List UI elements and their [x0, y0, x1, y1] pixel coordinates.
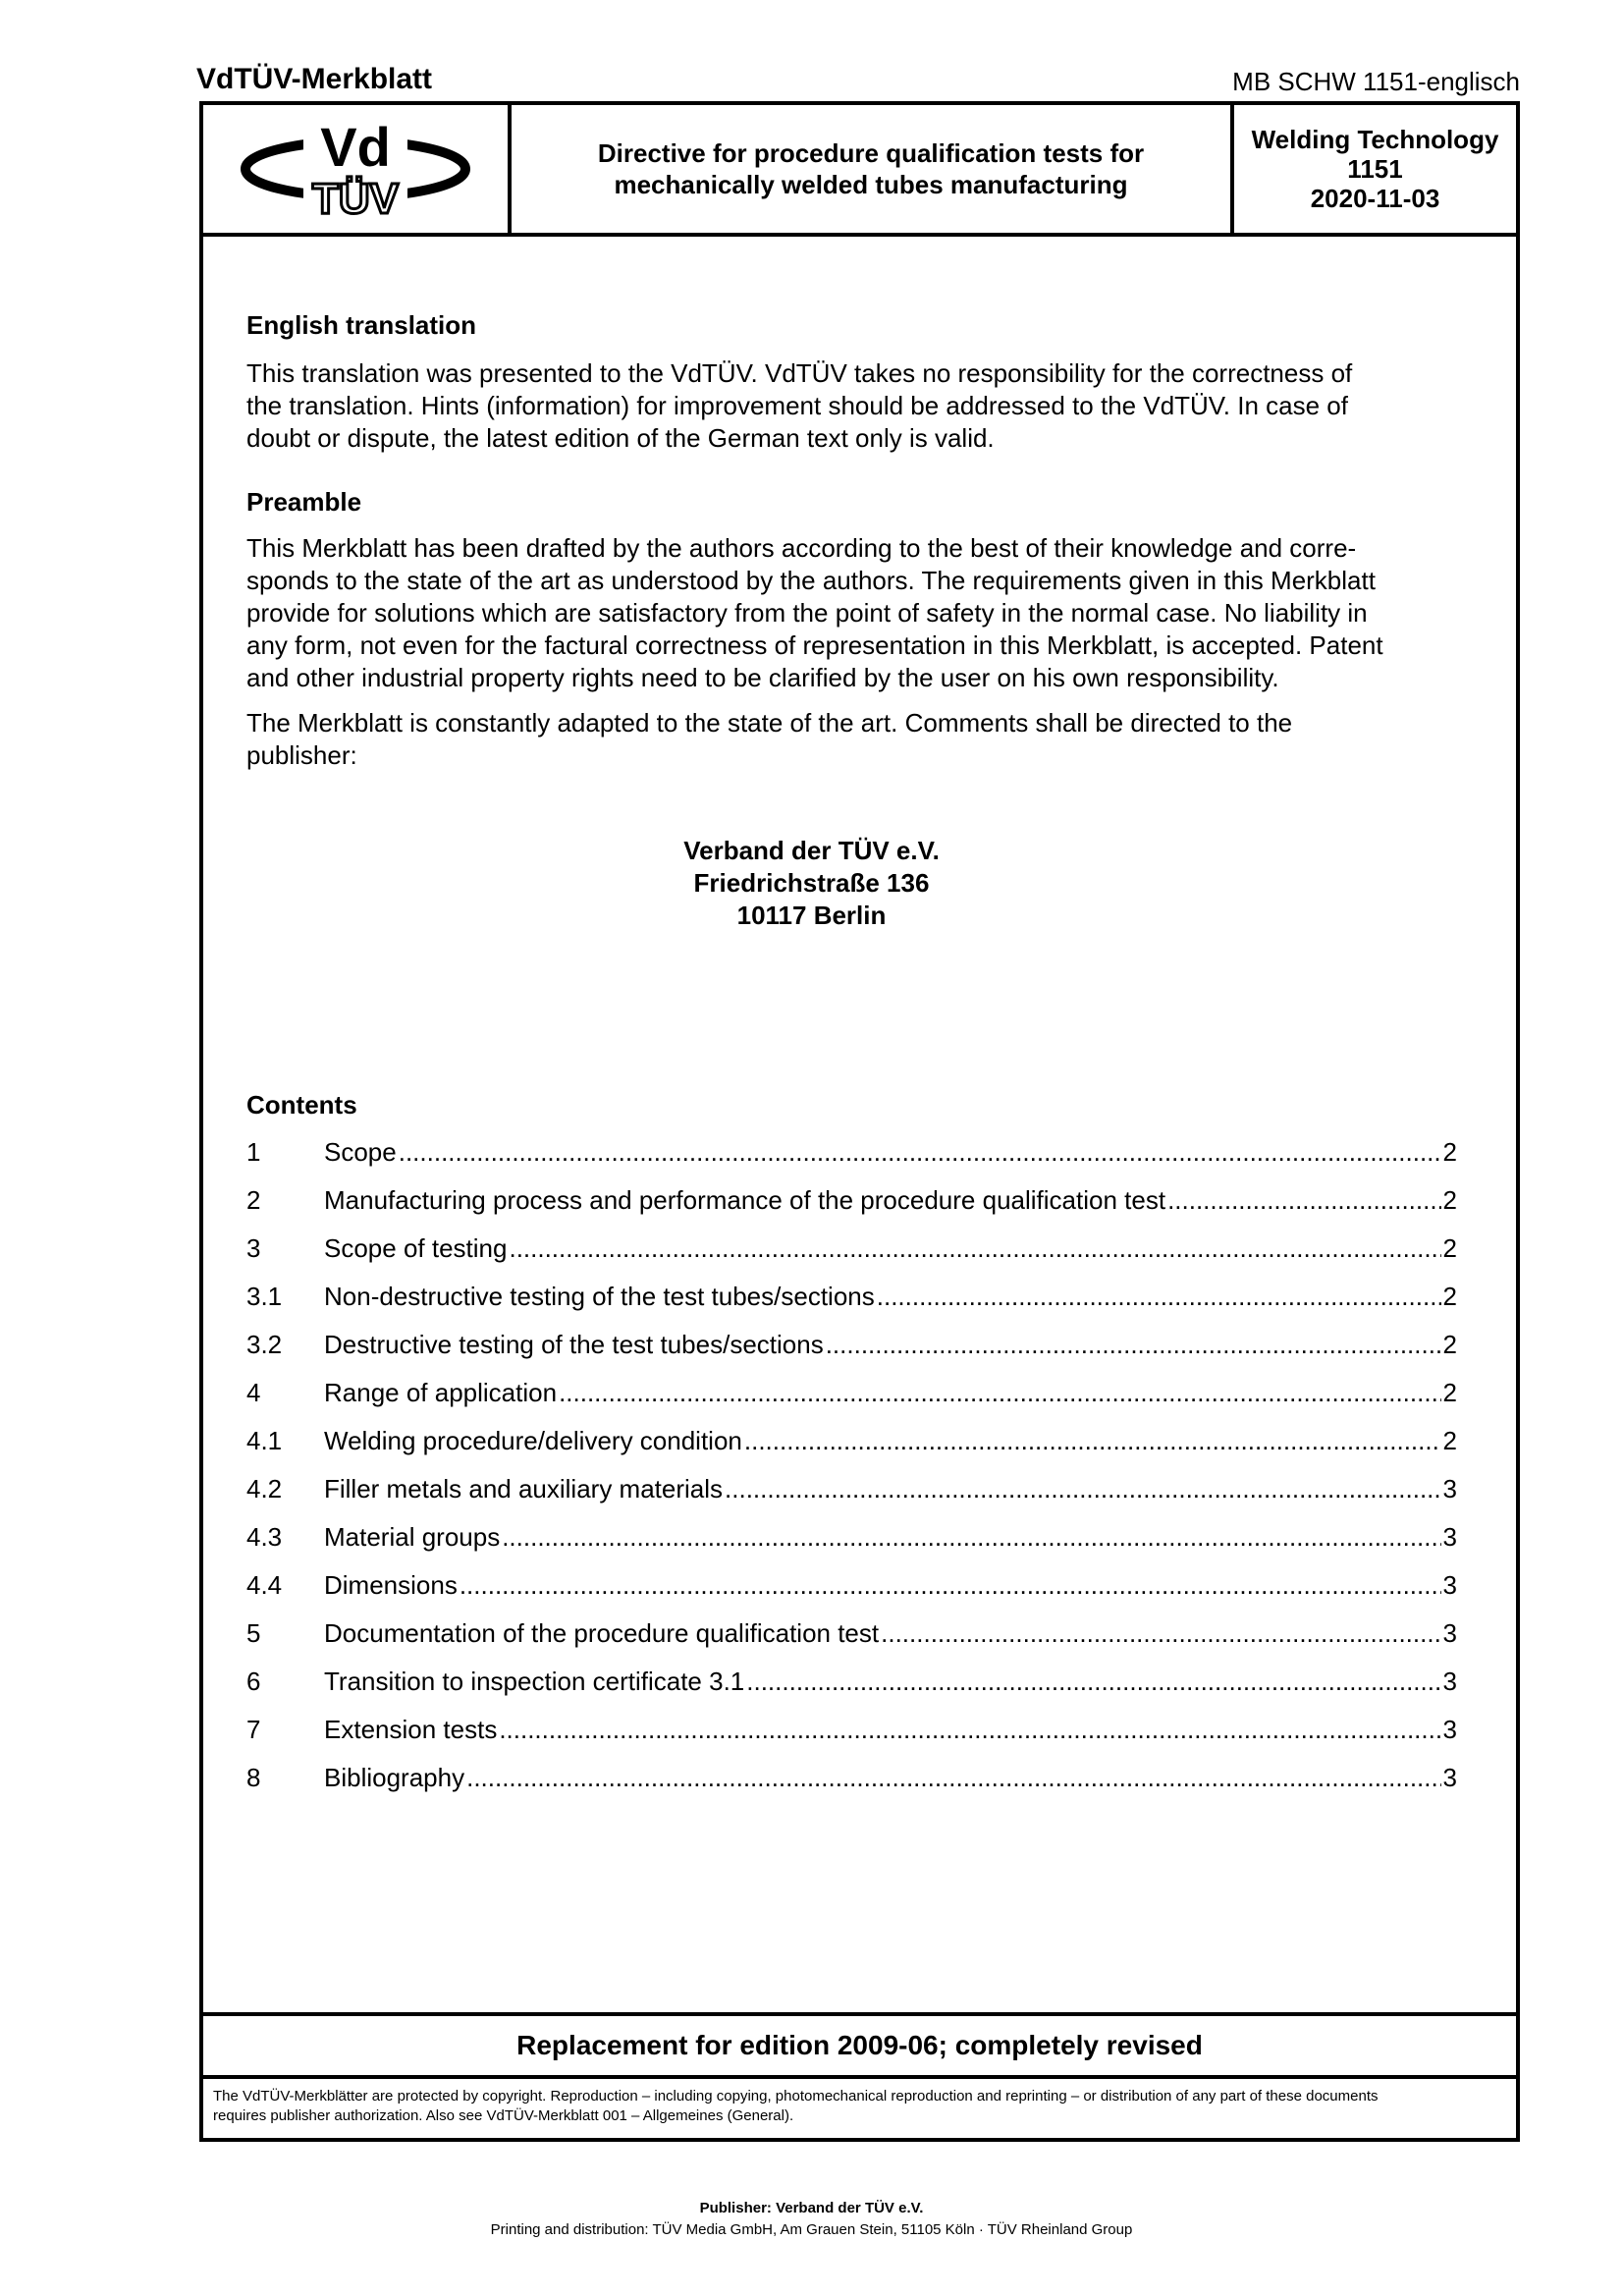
- toc-leader-dots: [499, 1715, 1440, 1745]
- toc-page: 3: [1442, 1474, 1457, 1503]
- toc-number: 4.2: [246, 1474, 283, 1503]
- preamble-line: any form, not even for the factural correctness of representation in this Merkblatt, is accepted. Patent: [246, 630, 1383, 660]
- copyright-notice: [199, 2075, 1520, 2142]
- directive-title: [512, 105, 1234, 233]
- toc-label: Documentation of the procedure qualification test: [324, 1618, 880, 1648]
- toc-leader-dots: [502, 1522, 1440, 1553]
- document-meta: [1234, 105, 1516, 233]
- publisher-address: [0, 835, 1623, 932]
- toc-entry[interactable]: [246, 1667, 1457, 1706]
- document-date: 2020-11-03: [1310, 184, 1440, 213]
- toc-number: 7: [246, 1715, 261, 1744]
- toc-number: 4.4: [246, 1570, 283, 1600]
- translation-heading: English translation: [246, 310, 477, 340]
- toc-entry[interactable]: [246, 1763, 1457, 1802]
- toc-entry[interactable]: [246, 1233, 1457, 1273]
- toc-number: 3: [246, 1233, 261, 1263]
- toc-leader-dots: [881, 1618, 1440, 1649]
- toc-number: 1: [246, 1137, 261, 1167]
- toc-leader-dots: [509, 1233, 1440, 1264]
- vdtuev-logo: [233, 115, 478, 223]
- logo-text-vd: Vd: [320, 116, 391, 178]
- logo-text-tuev: TÜV: [312, 175, 399, 223]
- toc-page: 2: [1442, 1233, 1457, 1263]
- toc-page: 2: [1442, 1282, 1457, 1311]
- footer-publisher: Publisher: Verband der TÜV e.V.: [699, 2200, 924, 2216]
- preamble-line: The Merkblatt is constantly adapted to the state of the art. Comments shall be directed to the: [246, 708, 1293, 738]
- preamble-line: This Merkblatt has been drafted by the authors according to the best of their knowledge and corre-: [246, 533, 1357, 563]
- copyright-line: The VdTÜV-Merkblätter are protected by copyright. Reproduction – including copying, photomechanical reproduction and reprinting – or distribution of any part of these documents: [213, 2088, 1379, 2105]
- contents-heading: Contents: [246, 1090, 357, 1120]
- toc-page: 2: [1442, 1137, 1457, 1167]
- preamble-heading: Preamble: [246, 487, 362, 517]
- toc-leader-dots: [746, 1667, 1440, 1697]
- preamble-line: provide for solutions which are satisfactory from the point of safety in the normal case. No liability in: [246, 598, 1368, 628]
- copyright-line: requires publisher authorization. Also see VdTÜV-Merkblatt 001 – Allgemeines (General).: [213, 2107, 794, 2124]
- address-name: Verband der TÜV e.V.: [683, 836, 940, 865]
- toc-entry[interactable]: [246, 1474, 1457, 1513]
- toc-number: 4.3: [246, 1522, 283, 1552]
- toc-label: Scope of testing: [324, 1233, 508, 1263]
- toc-leader-dots: [826, 1330, 1441, 1360]
- toc-entry[interactable]: [246, 1378, 1457, 1417]
- document-number: 1151: [1347, 154, 1403, 184]
- toc-number: 6: [246, 1667, 261, 1696]
- toc-page: 2: [1442, 1330, 1457, 1359]
- document-title: VdTÜV-Merkblatt: [196, 63, 433, 95]
- toc-page: 3: [1442, 1618, 1457, 1648]
- toc-entry[interactable]: [246, 1185, 1457, 1225]
- preamble-text-2: [246, 707, 1484, 772]
- toc-leader-dots: [1167, 1185, 1440, 1216]
- address-street: Friedrichstraße 136: [693, 868, 930, 898]
- toc-leader-dots: [877, 1282, 1441, 1312]
- directive-title-line2: mechanically welded tubes manufacturing: [614, 170, 1128, 199]
- translation-line: doubt or dispute, the latest edition of the German text only is valid.: [246, 423, 995, 453]
- toc-label: Destructive testing of the test tubes/sections: [324, 1330, 824, 1359]
- toc-page: 3: [1442, 1667, 1457, 1696]
- toc-label: Transition to inspection certificate 3.1: [324, 1667, 745, 1696]
- category-label: Welding Technology: [1251, 125, 1499, 154]
- footer-printing: Printing and distribution: TÜV Media GmbH, Am Grauen Stein, 51105 Köln · TÜV Rheinland Group: [490, 2221, 1133, 2238]
- toc-label: Manufacturing process and performance of the procedure qualification test: [324, 1185, 1166, 1215]
- toc-entry[interactable]: [246, 1426, 1457, 1465]
- document-reference: MB SCHW 1151-englisch: [1232, 67, 1520, 96]
- translation-line: This translation was presented to the VdTÜV. VdTÜV takes no responsibility for the correctness of: [246, 358, 1353, 388]
- toc-label: Non-destructive testing of the test tubes/sections: [324, 1282, 875, 1311]
- logo-cell: [203, 105, 512, 233]
- toc-entry[interactable]: [246, 1282, 1457, 1321]
- header-box: [199, 101, 1520, 237]
- toc-label: Range of application: [324, 1378, 558, 1407]
- toc-leader-dots: [460, 1570, 1441, 1601]
- toc-page: 3: [1442, 1715, 1457, 1744]
- translation-line: the translation. Hints (information) for improvement should be addressed to the VdTÜV. In case of: [246, 391, 1348, 420]
- toc-page: 2: [1442, 1426, 1457, 1455]
- toc-number: 5: [246, 1618, 261, 1648]
- toc-page: 2: [1442, 1185, 1457, 1215]
- toc-number: 3.1: [246, 1282, 283, 1311]
- toc-number: 4.1: [246, 1426, 283, 1455]
- replacement-notice: Replacement for edition 2009-06; completely revised: [199, 2012, 1520, 2079]
- toc-page: 3: [1442, 1522, 1457, 1552]
- toc-entry[interactable]: [246, 1330, 1457, 1369]
- preamble-text: [246, 532, 1484, 694]
- toc-leader-dots: [466, 1763, 1440, 1793]
- preamble-line: sponds to the state of the art as understood by the authors. The requirements given in this Merkblatt: [246, 566, 1376, 595]
- toc-label: Filler metals and auxiliary materials: [324, 1474, 724, 1503]
- address-city: 10117 Berlin: [736, 901, 887, 930]
- toc-entry[interactable]: [246, 1137, 1457, 1176]
- toc-label: Dimensions: [324, 1570, 458, 1600]
- toc-leader-dots: [725, 1474, 1441, 1504]
- toc-label: Bibliography: [324, 1763, 465, 1792]
- toc-label: Extension tests: [324, 1715, 498, 1744]
- toc-leader-dots: [399, 1137, 1441, 1168]
- toc-number: 2: [246, 1185, 261, 1215]
- toc-page: 3: [1442, 1570, 1457, 1600]
- toc-label: Scope: [324, 1137, 397, 1167]
- toc-label: Material groups: [324, 1522, 501, 1552]
- toc-label: Welding procedure/delivery condition: [324, 1426, 742, 1455]
- toc-leader-dots: [744, 1426, 1441, 1456]
- translation-text: [246, 357, 1484, 455]
- toc-entry[interactable]: [246, 1570, 1457, 1610]
- toc-leader-dots: [559, 1378, 1440, 1408]
- toc-entry[interactable]: [246, 1715, 1457, 1754]
- toc-page: 3: [1442, 1763, 1457, 1792]
- preamble-line: and other industrial property rights need to be clarified by the user on his own responsibility.: [246, 663, 1279, 692]
- directive-title-line1: Directive for procedure qualification tests for: [597, 138, 1145, 168]
- toc-number: 8: [246, 1763, 261, 1792]
- toc-page: 2: [1442, 1378, 1457, 1407]
- preamble-line: publisher:: [246, 740, 357, 770]
- toc-number: 3.2: [246, 1330, 283, 1359]
- toc-number: 4: [246, 1378, 261, 1407]
- toc-entry[interactable]: [246, 1618, 1457, 1658]
- toc-entry[interactable]: [246, 1522, 1457, 1561]
